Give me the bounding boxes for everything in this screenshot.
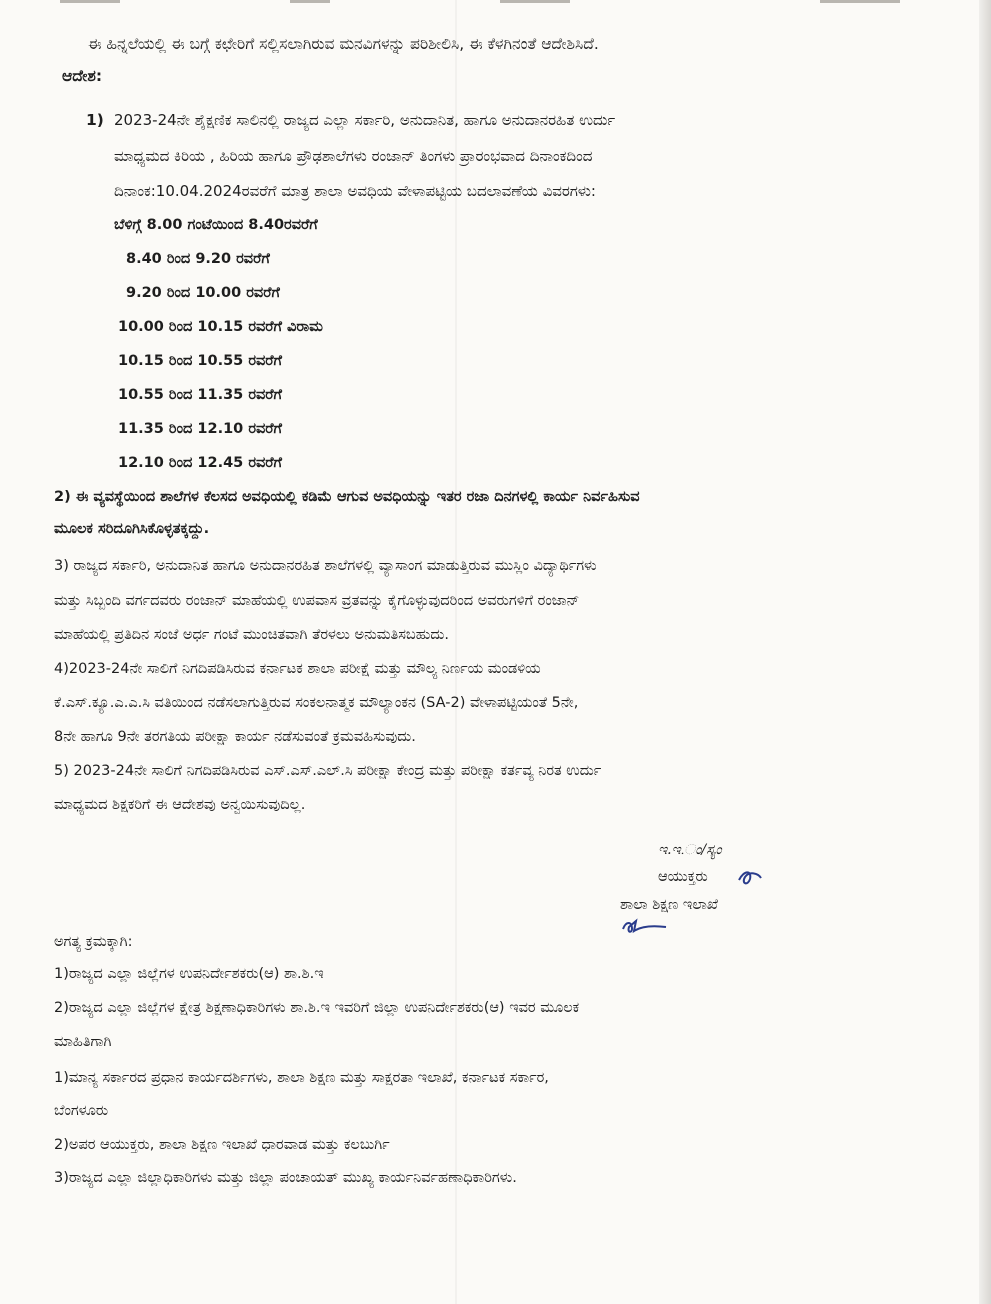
point2-line2: ಮೂಲಕ ಸರಿದೂಗಿಸಿಕೊಳ್ಳತಕ್ಕದ್ದು. — [54, 521, 210, 537]
signature-department: ಶಾಲಾ ಶಿಕ್ಷಣ ಇಲಾಖೆ — [620, 897, 718, 913]
point3-line3: ಮಾಹೆಯಲ್ಲಿ ಪ್ರತಿದಿನ ಸಂಜೆ ಅರ್ಧ ಗಂಟೆ ಮುಂಚಿತವಾಗಿ ತೆರಳಲು ಅನುಮತಿಸಬಹುದು. — [54, 627, 449, 643]
point1-number: 1) — [86, 111, 104, 129]
point4-line1: 4)2023-24ನೇ ಸಾಲಿಗೆ ನಿಗದಿಪಡಿಸಿರುವ ಕರ್ನಾಟಕ ಶಾಲಾ ಪರೀಕ್ಷೆ ಮತ್ತು ಮೌಲ್ಯ ನಿರ್ಣಯ ಮಂಡಳಿಯ — [54, 661, 541, 677]
schedule-slot: 10.00 ರಿಂದ 10.15 ರವರೆಗೆ ವಿರಾಮ — [118, 319, 323, 335]
top-edge-marks — [0, 0, 991, 6]
intro-text: ಈ ಹಿನ್ನಲೆಯಲ್ಲಿ ಈ ಬಗ್ಗೆ ಕಛೇರಿಗೆ ಸಲ್ಲಿಸಲಾಗಿರುವ ಮನವಿಗಳನ್ನು ಪರಿಶೀಲಿಸಿ, ಈ ಕೆಳಗಿನಂತೆ ಆದೇಶಿಸಿದೆ. — [88, 35, 599, 53]
schedule-slot: 9.20 ರಿಂದ 10.00 ರವರೆಗೆ — [126, 285, 280, 301]
point1-line2: ಮಾಧ್ಯಮದ ಕಿರಿಯ , ಹಿರಿಯ ಹಾಗೂ ಪ್ರೌಢಶಾಲೆಗಳು ರಂಜಾನ್ ತಿಂಗಳು ಪ್ರಾರಂಭವಾದ ದಿನಾಂಕದಿಂದ — [114, 147, 593, 165]
initials-scribble-icon — [620, 915, 670, 937]
point1-line1: 2023-24ನೇ ಶೈಕ್ಷಣಿಕ ಸಾಲಿನಲ್ಲಿ ರಾಜ್ಯದ ಎಲ್ಲಾ ಸರ್ಕಾರಿ, ಅನುದಾನಿತ, ಹಾಗೂ ಅನುದಾನರಹಿತ ಉರ್ದು — [114, 111, 616, 129]
signature-handwriting: ಇ.ಇ.ಂ/ಸ್ಯಂ — [658, 842, 722, 858]
schedule-slot: ಬೆಳಿಗ್ಗೆ 8.00 ಗಂಟೆಯಿಂದ 8.40ರವರೆಗೆ — [114, 217, 318, 233]
schedule-slot: 10.55 ರಿಂದ 11.35 ರವರೆಗೆ — [118, 387, 282, 403]
info-item: 1)ಮಾನ್ಯ ಸರ್ಕಾರದ ಪ್ರಧಾನ ಕಾರ್ಯದರ್ಶಿಗಳು, ಶಾಲಾ ಶಿಕ್ಷಣ ಮತ್ತು ಸಾಕ್ಷರತಾ ಇಲಾಖೆ, ಕರ್ನಾಟಕ ಸರ್ಕಾರ, — [54, 1070, 549, 1086]
point4-line3: 8ನೇ ಹಾಗೂ 9ನೇ ತರಗತಿಯ ಪರೀಕ್ಷಾ ಕಾರ್ಯ ನಡೆಸುವಂತೆ ಕ್ರಮವಹಿಸುವುದು. — [54, 729, 416, 745]
info-item: 3)ರಾಜ್ಯದ ಎಲ್ಲಾ ಜಿಲ್ಲಾಧಿಕಾರಿಗಳು ಮತ್ತು ಜಿಲ್ಲಾ ಪಂಚಾಯತ್ ಮುಖ್ಯ ಕಾರ್ಯನಿರ್ವಹಣಾಧಿಕಾರಿಗಳು. — [54, 1170, 517, 1186]
action-item: 2)ರಾಜ್ಯದ ಎಲ್ಲಾ ಜಿಲ್ಲೆಗಳ ಕ್ಷೇತ್ರ ಶಿಕ್ಷಣಾಧಿಕಾರಿಗಳು ಶಾ.ಶಿ.ಇ ಇವರಿಗೆ ಜಿಲ್ಲಾ ಉಪನಿರ್ದೇಶಕರು(ಆ) ಇವರ ಮೂಲಕ — [54, 1000, 580, 1016]
info-item: 2)ಅಪರ ಆಯುಕ್ತರು, ಶಾಲಾ ಶಿಕ್ಷಣ ಇಲಾಖೆ ಧಾರವಾಡ ಮತ್ತು ಕಲಬುರ್ಗಿ — [54, 1137, 390, 1153]
order-heading: ಆದೇಶ: — [62, 67, 103, 85]
signature-mark-icon — [736, 866, 764, 888]
info-item: ಬೆಂಗಳೂರು — [54, 1103, 109, 1119]
point2-line1: 2) ಈ ವ್ಯವಸ್ಥೆಯಿಂದ ಶಾಲೆಗಳ ಕೆಲಸದ ಅವಧಿಯಲ್ಲಿ ಕಡಿಮೆ ಆಗುವ ಅವಧಿಯನ್ನು ಇತರ ರಜಾ ದಿನಗಳಲ್ಲಿ ಕಾರ್ಯ ನಿರ್ವಹಿಸುವ — [54, 489, 640, 505]
point5-line2: ಮಾಧ್ಯಮದ ಶಿಕ್ಷಕರಿಗೆ ಈ ಆದೇಶವು ಅನ್ವಯಿಸುವುದಿಲ್ಲ. — [54, 797, 306, 813]
schedule-slot: 12.10 ರಿಂದ 12.45 ರವರೆಗೆ — [118, 455, 282, 471]
schedule-slot: 8.40 ರಿಂದ 9.20 ರವರೆಗೆ — [126, 251, 270, 267]
info-heading: ಮಾಹಿತಿಗಾಗಿ — [54, 1034, 112, 1050]
signature-designation: ಆಯುಕ್ತರು — [658, 869, 708, 885]
action-item: 1)ರಾಜ್ಯದ ಎಲ್ಲಾ ಜಿಲ್ಲೆಗಳ ಉಪನಿರ್ದೇಶಕರು(ಆ) ಶಾ.ಶಿ.ಇ — [54, 966, 324, 982]
point4-line2: ಕೆ.ಎಸ್.ಕ್ಯೂ.ಎ.ಎ.ಸಿ ವತಿಯಿಂದ ನಡೆಸಲಾಗುತ್ತಿರುವ ಸಂಕಲನಾತ್ಮಕ ಮೌಲ್ಯಾಂಕನ (SA-2) ವೇಳಾಪಟ್ಟಿಯಂತೆ 5ನೇ, — [54, 695, 579, 711]
schedule-slot: 11.35 ರಿಂದ 12.10 ರವರೆಗೆ — [118, 421, 282, 437]
schedule-slot: 10.15 ರಿಂದ 10.55 ರವರೆಗೆ — [118, 353, 282, 369]
point3-line1: 3) ರಾಜ್ಯದ ಸರ್ಕಾರಿ, ಅನುದಾನಿತ ಹಾಗೂ ಅನುದಾನರಹಿತ ಶಾಲೆಗಳಲ್ಲಿ ವ್ಯಾಸಾಂಗ ಮಾಡುತ್ತಿರುವ ಮುಸ್ಲಿಂ ವಿದ್ಯಾರ್ಥಿಗಳು — [54, 558, 597, 574]
action-heading: ಅಗತ್ಯ ಕ್ರಮಕ್ಕಾಗಿ: — [54, 934, 133, 950]
point5-line1: 5) 2023-24ನೇ ಸಾಲಿಗೆ ನಿಗದಿಪಡಿಸಿರುವ ಎಸ್.ಎಸ್.ಎಲ್.ಸಿ ಪರೀಕ್ಷಾ ಕೇಂದ್ರ ಮತ್ತು ಪರೀಕ್ಷಾ ಕರ್ತವ್ಯ ನಿರತ ಉರ್ದು — [54, 763, 602, 779]
point3-line2: ಮತ್ತು ಸಿಬ್ಬಂದಿ ವರ್ಗದವರು ರಂಜಾನ್ ಮಾಹೆಯಲ್ಲಿ ಉಪವಾಸ ವ್ರತವನ್ನು ಕೈಗೊಳ್ಳುವುದರಿಂದ ಅವರುಗಳಿಗೆ ರಂಜಾನ್ — [54, 593, 580, 609]
page-edge — [979, 0, 991, 1304]
point1-line3: ದಿನಾಂಕ:10.04.2024ರವರೆಗೆ ಮಾತ್ರ ಶಾಲಾ ಅವಧಿಯ ವೇಳಾಪಟ್ಟಿಯ ಬದಲಾವಣೆಯ ವಿವರಗಳು: — [114, 182, 596, 200]
